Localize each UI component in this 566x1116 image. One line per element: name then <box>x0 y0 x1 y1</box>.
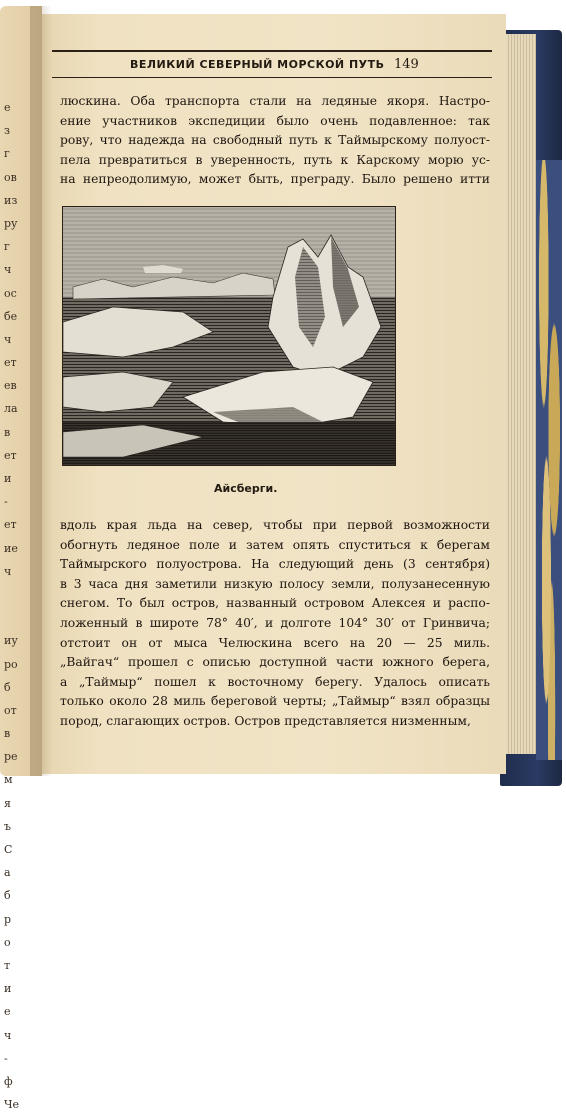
margin-fragment: з <box>4 124 10 138</box>
margin-fragment: иу <box>4 634 18 648</box>
text-line: люскина. Оба транспорта стали на ледяные якоря. Настро- <box>60 94 490 108</box>
margin-fragment: из <box>4 193 18 207</box>
margin-fragment <box>4 606 32 629</box>
margin-fragment: ч <box>4 332 12 346</box>
margin-fragment: е <box>4 1005 11 1019</box>
header-rule-bottom <box>52 77 492 78</box>
margin-fragment: ет <box>4 448 17 462</box>
margin-fragment: о <box>4 935 11 949</box>
margin-fragment: Че <box>4 1098 20 1112</box>
margin-fragment: бе <box>4 309 18 323</box>
running-head-title: ВЕЛИКИЙ СЕВЕРНЫЙ МОРСКОЙ ПУТЬ <box>130 58 385 71</box>
running-head <box>52 50 492 76</box>
margin-fragment: ов <box>4 170 17 184</box>
margin-fragment: ч <box>4 564 12 578</box>
margin-fragment: ро <box>4 657 18 671</box>
margin-fragment: ч <box>4 1028 12 1042</box>
page-number: 149 <box>394 57 419 72</box>
text-line: в 3 часа дня заметили низкую полосу земли, полузанесенную <box>60 576 490 591</box>
margin-fragment: С <box>4 843 13 856</box>
margin-fragment: ет <box>4 356 17 370</box>
margin-fragment: и <box>4 472 12 485</box>
margin-fragment: р <box>4 912 12 926</box>
left-page-margin-text <box>4 96 32 1116</box>
margin-fragment: б <box>4 889 11 903</box>
margin-fragment: т <box>4 958 11 972</box>
margin-fragment: ре <box>4 750 18 764</box>
margin-fragment: - <box>4 495 8 509</box>
text-line: Таймырского полуострова. На следующий день (3 сентября) <box>60 557 490 572</box>
margin-fragment: м <box>4 773 13 787</box>
margin-fragment: ъ <box>4 819 11 833</box>
margin-fragment: ла <box>4 402 18 416</box>
margin-fragment <box>4 583 32 606</box>
margin-fragment: г <box>4 147 10 161</box>
text-line: „Вайгач“ прошел с описью доступной части южного берега, <box>60 655 490 670</box>
text-line: на непреодолимую, может быть, преграду. Было решено итти <box>60 172 490 187</box>
text-line: пела превратиться в уверенность, путь к Карскому морю ус- <box>60 152 490 167</box>
margin-fragment: в <box>4 425 11 439</box>
text-line: пород, слагающих остров. Остров представляется низменным, <box>60 713 471 728</box>
gutter-shadow <box>30 6 52 776</box>
margin-fragment: г <box>4 240 10 254</box>
margin-fragment: ф <box>4 1074 13 1088</box>
text-line: обогнуть ледяное поле и затем опять спуститься к берегам <box>60 537 490 552</box>
text-line: отстоит он от мыса Челюскина всего на 20 — 25 миль. <box>60 635 490 650</box>
margin-fragment: ет <box>4 518 17 532</box>
margin-fragment: е <box>4 101 11 114</box>
margin-fragment: в <box>4 727 11 741</box>
margin-fragment: - <box>4 1051 8 1065</box>
margin-fragment: ч <box>4 263 12 277</box>
margin-fragment: ие <box>4 541 18 555</box>
margin-fragment: от <box>4 703 17 717</box>
text-line: ложенный в широте 78° 40′, и долготе 104° 30′ от Гринвича; <box>60 615 490 630</box>
paragraph-bottom <box>60 516 490 732</box>
paragraph-top <box>60 92 490 190</box>
text-line: вдоль края льда на север, чтобы при первой возможности <box>60 518 490 532</box>
text-line: рову, что надежда на свободный путь к Таймырскому полуост- <box>60 133 490 148</box>
margin-fragment: и <box>4 982 12 996</box>
text-line: ение участников экспедиции было очень подавленное: так <box>60 113 490 128</box>
margin-fragment: я <box>4 796 11 810</box>
text-line: снегом. То был остров, названный островом Алексея и распо- <box>60 596 490 611</box>
margin-fragment: ев <box>4 379 17 393</box>
iceberg-engraving <box>62 206 396 466</box>
margin-fragment: б <box>4 680 11 694</box>
margin-fragment: а <box>4 866 11 880</box>
figure-caption: Айсберги. <box>214 482 278 495</box>
marbled-endpaper <box>536 160 562 760</box>
iceberg-illustration <box>63 207 395 465</box>
text-line: а „Таймыр“ пошел к восточному берегу. Удалось описать <box>60 674 490 689</box>
margin-fragment: ру <box>4 216 18 230</box>
text-line: только около 28 миль береговой черты; „Таймыр“ взял образцы <box>60 694 490 709</box>
margin-fragment: ос <box>4 286 17 300</box>
